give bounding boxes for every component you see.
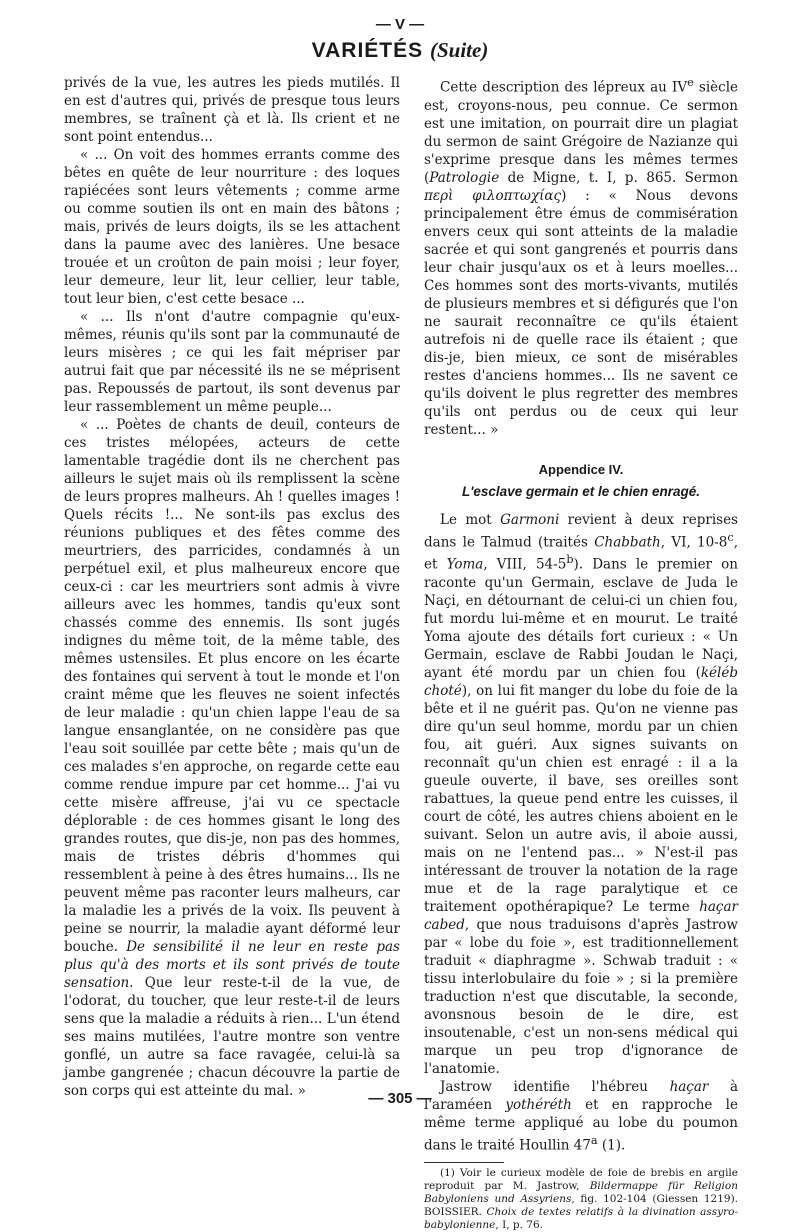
intro-text-c: de Migne, t. I, p. 865. Sermon [499, 169, 738, 186]
p3-hacar: haçar [669, 1078, 709, 1095]
p3-c-sup: a [590, 1133, 598, 1147]
p2-g: ), on lui fit manger du lobe du foie de la bête et il ne guérit pas. Qu'on ne vienne pas dire qu'un seul homme, mordu par un chien fou, ait guéri. Aux signes suivants on reconnaît qu'un chien est enragé : il a la gueule ouverte, il bave, ses oreilles sont rabattues, la queue pend entre les cuisses, il court de côté, les autres chiens aboient en le suivant. Selon un autre avis, il aboie aussi, mais on ne l'entend pas... » N'est-il pas intéressant de trouver la notation de la rage mue et de la rage paralytique et ce traitement opothérapique? Le terme [424, 682, 738, 915]
appendix-paragraph-1 [424, 511, 738, 1078]
left-paragraph-1: privés de la vue, les autres les pieds mutilés. Il en est d'autres qui, privés de presque tous leurs membres, se traînent çà et là. Ils crient et ne sont point entendus... [64, 75, 400, 145]
p3-yothereth: yothéréth [505, 1096, 572, 1113]
footnote-b: , fig. 102-104 (Giessen 1219). [571, 1193, 738, 1205]
p3-d: (1). [597, 1137, 626, 1153]
p2-f: ). Dans le premier on raconte qu'un Germain, esclave de Juda le Naçi, en détournant de celui-ci un chien fou, fut mordu lui-même et en mourut. Le traité Yoma ajoute des détails fort curieux : « Un Germain, esclave de Rabbi Joudan le Naçi, ayant été mordu par un chien fou ( [424, 556, 738, 681]
appendix-subtitle: L'esclave germain et le chien enragé. [461, 483, 701, 499]
left-closing-text: Que leur reste-t-il de la vue, de l'odorat, du toucher, que leur reste-t-il de leurs sens que la maladie a réduits à rien... L'un étend ses mains mutilées, l'autre montre son ventre gonflé, un autre sa face ravagée, celui-là sa jambe gangrenée ; chacun découvre la partie de son corps qui est atteinte du mal. » [64, 975, 400, 1099]
top-page-number: — V — [375, 16, 425, 33]
p2-hacar: haçar cabed [424, 898, 738, 933]
p2-e: , VIII, 54-5 [483, 556, 567, 573]
footnote-divider [424, 1162, 504, 1163]
intro-text-d: ) : « Nous devons principalement être émus de commisération envers ceux qui sont atteints de la maladie sacrée et qui sont gangrenés et pourris dans leur chair jusqu'aux os et à leurs moelles... Ces hommes sont des morts-vivants, mutilés de plusieurs membres et si défigurés que l'on ne saurait reconnaître ce qu'ils étaient autrefois ni de quelle race ils étaient ; que dis-je, bien mieux, ce sont de misérables restes d'anciens hommes... Ils ne savent ce qu'ils doivent le plus regretter des membres qu'ils ont perdus ou de ceux qui leur restent... » [424, 187, 738, 438]
right-column [424, 74, 738, 1232]
p2-c-sup: c [727, 530, 734, 544]
page-title [0, 38, 800, 63]
p3-c: et en rapproche le même terme appliqué au lobe du poumon dans le traité Houllin 47 [424, 1096, 738, 1153]
page-number: — 305 — [368, 1090, 432, 1107]
appendix-title: Appendice IV. [538, 461, 624, 477]
left-column [64, 74, 400, 1100]
intro-sup: e [687, 76, 694, 89]
p3-b: à l'araméen [424, 1078, 738, 1113]
footnote-c: , I, p. 76. [495, 1219, 543, 1231]
left-italic-sentence: De sensibilité il ne leur en reste pas plus qu'à des morts et ils sont privés de toute sensation. [64, 939, 400, 991]
appendix-paragraph-2 [424, 1078, 738, 1155]
p2-h: , que nous traduisons d'après Jastrow par « lobe du foie », est traditionnellement traduit « diaphragme ». Schwab traduit : « tissu interlobulaire du foie » ; si la première traduction n'est que discutable, la seconde, avonsnous besoin de le dire, est insoutenable, c'est un non-sens médical qui marque un peu trop d'ignorance de l'anatomie. [424, 916, 738, 1077]
right-intro-paragraph [424, 74, 738, 439]
p2-c: , VI, 10-8 [660, 534, 728, 550]
footnote-italic-2: Choix de textes relatifs à la divination assyro-babylonienne [424, 1206, 738, 1231]
p2-yoma: Yoma [446, 556, 484, 573]
title-main: VARIÉTÉS [311, 39, 424, 62]
left-paragraph-3: « ... Ils n'ont d'autre compagnie qu'eux-mêmes, réunis qu'ils sont par la communauté de leurs misères ; ce qui les fait mépriser par autrui fait que par nécessité ils ne se méprisent pas. Repoussés de partout, ils sont devenus par leur rassemblement un même peuple... [64, 309, 400, 415]
intro-greek: περὶ φιλοπτωχίας [424, 187, 562, 204]
p2-e-sup: b [566, 553, 574, 566]
p2-garmoni: Garmoni [500, 511, 560, 528]
p2-b: revient à deux reprises dans le Talmud (traités [424, 511, 738, 550]
p2-chabbath: Chabbath [594, 534, 661, 550]
title-suffix: (Suite) [429, 38, 489, 62]
footnote-boissier: BOISSIER. [424, 1206, 482, 1218]
p2-d: , et [424, 534, 738, 573]
p3-a: Jastrow identifie l'hébreu [440, 1078, 670, 1095]
intro-text-a: Cette description des lépreux au IV [440, 79, 688, 96]
footnote-italic-1: Bildermappe für Religion Babyloniens und Assyriens [424, 1180, 739, 1205]
intro-text-b: siècle est, croyons-nous, peu connue. Ce sermon est une imitation, on pourrait dire un plagiat du sermon de saint Grégoire de Nazianze qui s'exprime presque dans les mêmes termes ( [424, 79, 738, 186]
intro-italic: Patrologie [429, 169, 500, 186]
left-paragraph-2: « ... On voit des hommes errants comme des bêtes en quête de leur nourriture : des loques rapiécées sont leurs vêtements ; comme arme ou comme soutien ils ont en main des bâtons ; mais, privés de leurs doigts, ils se les attachent dans la paume avec des lanières. Une besace trouée et un croûton de pain moisi ; leur foyer, leur demeure, leur lit, leur cellier, leur table, tout leur bien, c'est cette besace ... [64, 147, 400, 307]
left-paragraph-4-text: « ... Poètes de chants de deuil, conteurs de ces tristes mélopées, acteurs de cette lamentable tragédie dont ils ne cherchent pas ailleurs le sujet mais où ils remplissent la scène de leurs propres malheurs. Ah ! quelles images ! Quels récits !... Ne sont-ils pas exclus des réunions publiques et des fêtes comme des meurtriers, des parricides, condamnés à un perpétuel exil, et plus malheureux encore que ceux-ci : car les meurtriers sont admis à vivre ailleurs avec les hommes, tandis qu'eux sont chassés comme des ennemis. Ils sont jugés indignes du même toit, de la même table, des mêmes ustensiles. Et plus encore on les écarte des fontaines qui servent à tout le monde et l'on craint même que les fleuves ne soient infectés de leur maladie : qu'un chien lappe l'eau de sa langue ensanglantée, on ne considère pas que l'eau soit souillée par cette bête ; mais qu'un de ces malades s'en approche, on regarde cette eau comme rendue impure par cet homme... J'ai vu cette misère affreuse, j'ai vu ce spectacle déplorable : de ces hommes gisant le long des grandes routes, que dis-je, non pas des hommes, mais de tristes débris d'hommes qui ressemblent à peine à des êtres humains... Ils ne peuvent même pas raconter leurs malheurs, car la maladie les a privés de la voix. Ils peuvent à peine se nourrir, la maladie ayant déformé leur bouche. [64, 417, 400, 955]
left-paragraph-4 [64, 416, 400, 1100]
p2-keleb: kéléb choté [424, 664, 738, 699]
footnote [424, 1167, 738, 1232]
footnote-a: (1) Voir le curieux modèle de foie de brebis en argile reproduit par M. Jastrow, [424, 1167, 738, 1192]
p2-a: Le mot [440, 511, 501, 528]
